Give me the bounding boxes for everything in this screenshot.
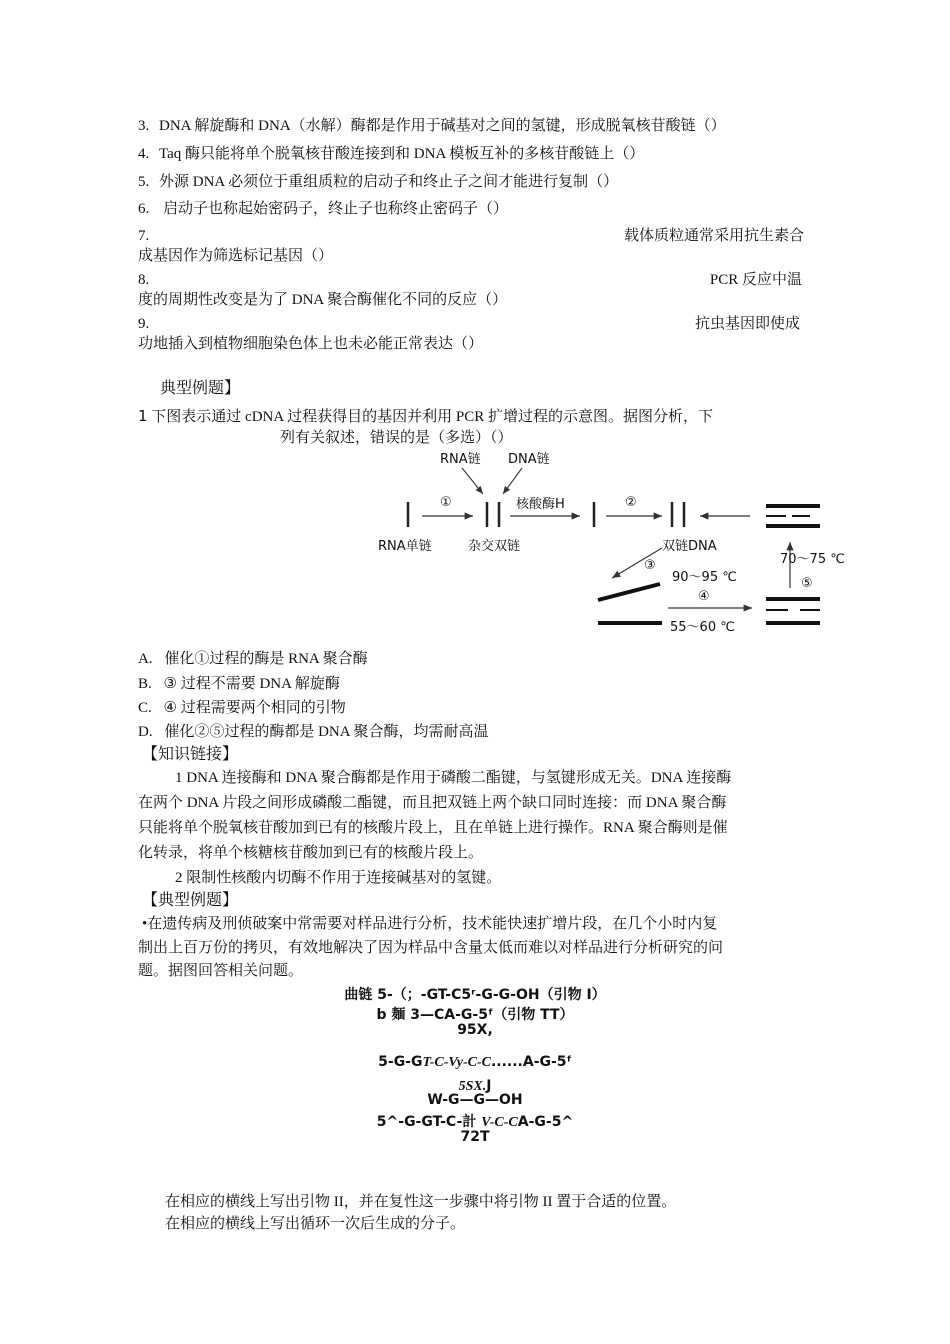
statement-text-right: 抗虫基因即使成 [694,316,800,332]
statement-number: 4. [138,146,150,162]
task-line: 在相应的横线上写出引物 II，并在复性这一步骤中将引物 II 置于合适的位置。 [165,1194,677,1210]
option-letter: B. [138,676,152,692]
option-text: ④ 过程需要两个相同的引物 [163,700,346,716]
example2-line: 题。据图回答相关问题。 [138,963,304,979]
option-a [138,649,368,669]
ds-dna-label: 双链DNA [662,539,717,554]
nuclease-label: 核酸酶H [516,497,565,512]
example2-line: •在遗传病及刑侦破案中常需要对样品进行分析，技术能快速扩增片段，在几个小时内复 [142,916,718,932]
knowledge-heading: 【知识链接】 [142,746,239,763]
task-line: 在相应的横线上写出循环一次后生成的分子。 [165,1216,466,1232]
sequence-line-1: 曲链 5-（；-GT-C5ʳ-G-G-OH（引物 I） [344,987,606,1003]
sequence-line-8: 72T [460,1129,490,1145]
seq4-b: T-C-Vy-C-C [422,1055,491,1070]
knowledge-line: 2 限制性核酸内切酶不作用于连接碱基对的氢键。 [175,870,502,886]
option-c [138,698,346,718]
seq7-c: A-G-5^ [517,1114,574,1130]
statement-text-right: 载体质粒通常采用抗生素合 [623,228,804,244]
option-text: ③ 过程不需要 DNA 解旋酶 [163,676,340,692]
temp-5-label: 70～75 ℃ [780,552,845,567]
statement-number: 8. [138,272,150,288]
option-letter: D. [138,724,153,740]
statement-text-cont: 功地插入到植物细胞染色体上也未必能正常表达（） [138,336,484,352]
sequence-line-2: b 麺 3—CA-G-5ᶠ（引物 TT） [376,1007,574,1023]
statement-number: 5. [138,174,150,190]
statement-text-right: PCR 反应中温 [709,272,802,288]
statement-text-cont: 度的周期性改变是为了 DNA 聚合酶催化不同的反应（） [138,292,508,308]
statement-number: 9. [138,316,150,332]
dna-strand-label: DNA链 [508,452,550,467]
example2-heading: 【典型例题】 [142,892,239,909]
statement-3 [138,116,726,136]
seq4-c: ......A-G-5ᶠ [490,1054,572,1070]
sequence-line-3: 95X, [457,1022,493,1038]
option-text: 催化②⑤过程的酶都是 DNA 聚合酶，均需耐高温 [164,724,489,740]
step-5-label: ⑤ [801,576,813,591]
rna-single-label: RNA单链 [378,539,432,554]
statement-6 [138,199,508,219]
example2-line: 制出上百万份的拷贝，有效地解决了因为样品中含量太低而难以对样品进行分析研究的问 [138,940,724,956]
sequence-line-6: W-G—G—OH [427,1092,523,1108]
seq5-a: 5SX. [458,1079,487,1094]
statement-text: Taq 酶只能将单个脱氧核苷酸连接到和 DNA 模板互补的多核苷酸链上（） [159,146,645,162]
question-line-1 [138,406,713,427]
knowledge-line: 在两个 DNA 片段之间形成磷酸二酯键，而且把双链上两个缺口同时连接：而 DNA 聚合酶 [138,795,727,811]
option-d [138,722,489,742]
knowledge-line: 化转录，将单个核糖核苷酸加到已有的核酸片段上。 [138,845,484,861]
statement-5 [138,172,618,192]
statement-text: 启动子也称起始密码子，终止子也称终止密码子（） [163,201,509,217]
diagram-graphic [370,440,830,640]
option-letter: A. [138,651,153,667]
seq7-a: 5^-G-GT-C-計 [376,1114,482,1130]
statement-text: 外源 DNA 必须位于重组质粒的启动子和终止子之间才能进行复制（） [159,174,619,190]
question-line-2: 列有关叙述，错误的是（多选）（） [280,430,513,446]
statement-4 [138,144,644,164]
option-text: 催化①过程的酶是 RNA 聚合酶 [164,651,368,667]
knowledge-line: 1 DNA 连接酶和 DNA 聚合酶都是作用于磷酸二酯键，与氢键形成无关。DNA 连接酶 [175,770,732,786]
seq7-b: V-C-C [481,1115,518,1130]
option-b [138,674,340,694]
statement-number: 3. [138,118,150,134]
hybrid-label: 杂交双链 [468,539,521,554]
sequence-line-7 [0,1111,950,1131]
step-1-label: ① [440,495,452,510]
step-4-label: ④ [698,589,710,604]
option-letter: C. [138,700,152,716]
statement-text: DNA 解旋酶和 DNA（水解）酶都是作用于碱基对之间的氢键，形成脱氧核苷酸链（） [159,118,726,134]
step-2-label: ② [625,495,637,510]
step-3-label: ③ [644,558,656,573]
statement-number: 7. [138,228,150,244]
knowledge-line: 只能将单个脱氧核苷酸加到已有的核酸片段上，且在单链上进行操作。RNA 聚合酶则是催 [138,820,728,836]
cdna-pcr-diagram [370,440,845,640]
question-text: 下图表示通过 cDNA 过程获得目的基因并利用 PCR 扩增过程的示意图。据图分析，下 [151,409,713,425]
sequence-line-4 [0,1054,950,1071]
temp-4-label: 55～60 ℃ [670,620,735,635]
question-number: 1 [138,407,148,425]
section-heading: 典型例题】 [160,380,241,397]
temp-3-label: 90～95 ℃ [672,570,737,585]
statement-text-cont: 成基因作为筛选标记基因（） [138,248,334,264]
seq5-b: J [486,1078,492,1094]
rna-strand-label: RNA链 [440,452,481,467]
seq4-a: 5-G-G [378,1054,423,1070]
statement-number: 6. [138,201,150,217]
